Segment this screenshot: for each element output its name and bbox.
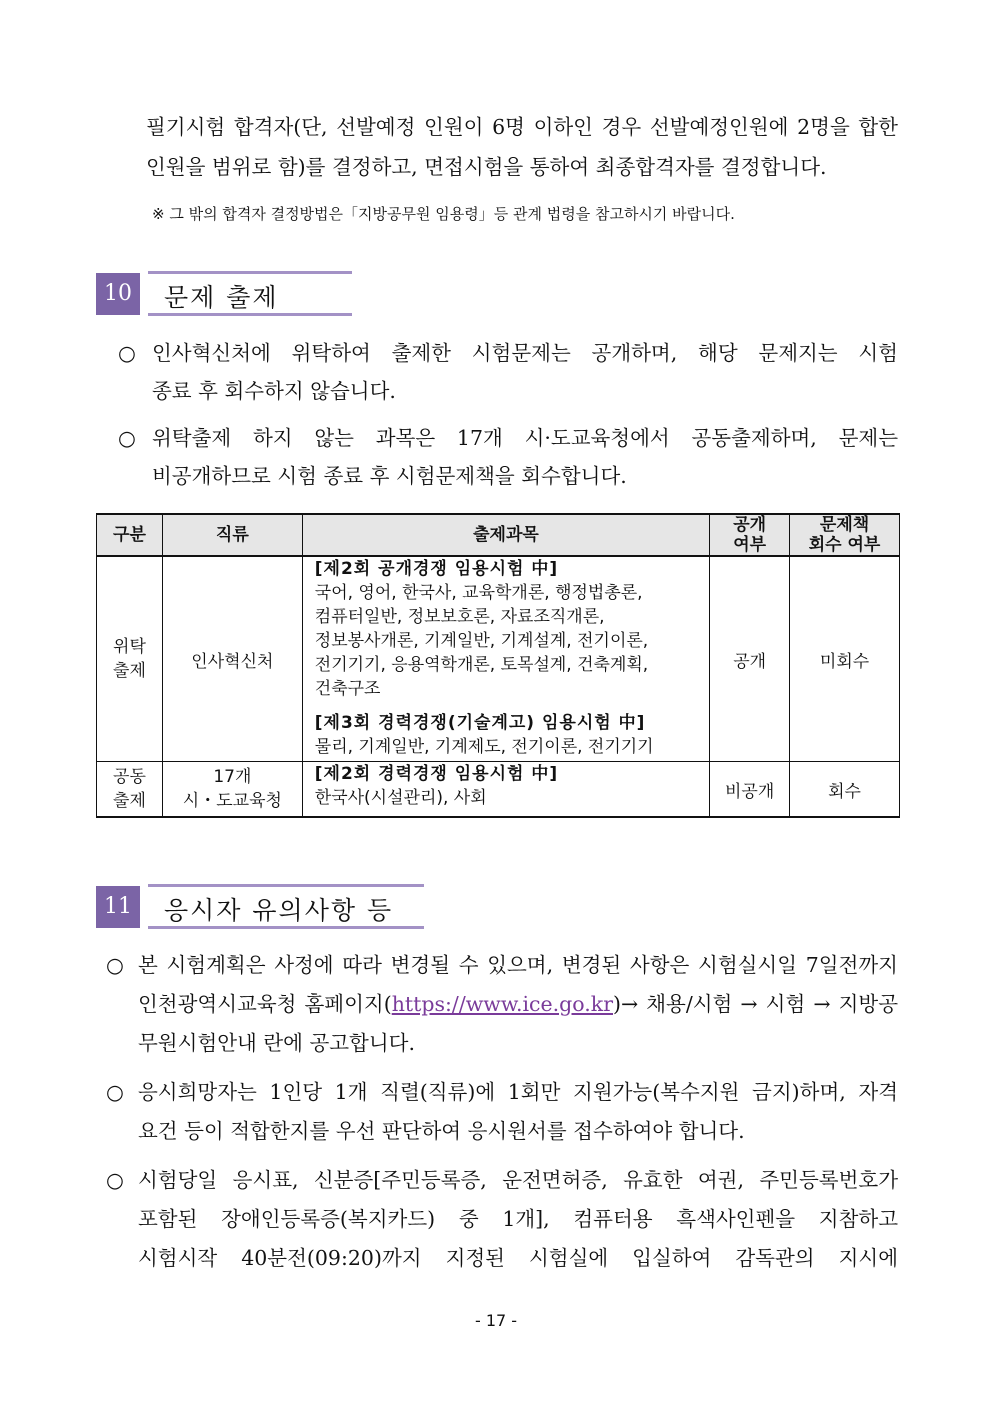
header-job: 직류 xyxy=(162,514,302,556)
section-10-bullet-1-line-1: 인사혁신처에 위탁하여 출제한 시험문제는 공개하며, 해당 문제지는 시험 xyxy=(152,341,898,365)
section-11-title: 응시자 유의사항 등 xyxy=(164,896,394,925)
section-10-bullet-2-mark: ○ xyxy=(118,426,136,450)
row-1-category xyxy=(97,556,163,762)
row-2-group-1-line: 한국사(시설관리), 사회 xyxy=(314,788,487,808)
table-row xyxy=(97,762,900,818)
section-11-number: 11 xyxy=(96,886,140,928)
section-11-bullet-3-line-1: 시험당일 응시표, 신분증[주민등록증, 운전면허증, 유효한 여권, 주민등록번호가 xyxy=(138,1168,898,1192)
section-11-bullet-1-line-3: 무원시험안내 란에 공고합니다. xyxy=(138,1031,415,1055)
header-category: 구분 xyxy=(97,514,163,556)
row-2-job-2: 시・도교육청 xyxy=(182,791,282,811)
section-10-number: 10 xyxy=(96,273,140,315)
section-11-bullet-2-line-1: 응시희망자는 1인당 1개 직렬(직류)에 1회만 지원가능(복수지원 금지)하며, 자격 xyxy=(138,1080,898,1104)
homepage-link[interactable]: https://www.ice.go.kr xyxy=(391,992,613,1016)
section-11-bottom-line xyxy=(148,926,424,929)
page-number: - 17 - xyxy=(474,1311,518,1330)
row-1-group-1-line: 정보봉사개론, 기계일반, 기계설계, 전기이론, xyxy=(314,631,649,651)
row-2-collect: 회수 xyxy=(790,762,900,818)
section-11-bullet-1-line-2 xyxy=(138,984,898,1024)
row-1-group-1-title: [제2회 공개경쟁 임용시험 中] xyxy=(314,559,559,579)
row-2-category-2: 출제 xyxy=(113,791,146,811)
section-11-bullet-2-mark: ○ xyxy=(106,1080,124,1104)
section-11-bullet-2-line-2: 요건 등이 적합한지를 우선 판단하여 응시원서를 접수하여야 합니다. xyxy=(138,1119,745,1143)
intro-note: ※ 그 밖의 합격자 결정방법은「지방공무원 임용령」등 관계 법령을 참고하시기 바랍니다. xyxy=(152,205,735,223)
row-2-category xyxy=(97,762,163,818)
section-11-bullet-3-line-2: 포함된 장애인등록증(복지카드) 중 1개], 컴퓨터용 흑색사인펜을 지참하고 xyxy=(138,1207,898,1231)
row-1-group-1-line: 전기기기, 응용역학개론, 토목설계, 건축계획, xyxy=(314,655,649,675)
section-10-bottom-line xyxy=(148,313,352,316)
row-1-group-1-line: 국어, 영어, 한국사, 교육학개론, 행정법총론, xyxy=(314,583,643,603)
header-public-2: 여부 xyxy=(733,535,767,555)
table-row xyxy=(97,556,900,762)
row-1-category-1: 위탁 xyxy=(113,637,146,657)
row-2-public: 비공개 xyxy=(710,762,790,818)
table-header-row xyxy=(97,514,900,556)
row-1-public: 공개 xyxy=(710,556,790,762)
section-11-top-line xyxy=(148,884,424,887)
section-11-bullet-1-line-1: 본 시험계획은 사정에 따라 변경될 수 있으며, 변경된 사항은 시험실시일 7일전까지 xyxy=(138,953,898,977)
section-10-title: 문제 출제 xyxy=(164,283,279,312)
row-2-job xyxy=(162,762,302,818)
section-11-bullet-1-mark: ○ xyxy=(106,953,124,977)
header-collect-1: 문제책 xyxy=(819,515,870,535)
row-1-category-2: 출제 xyxy=(113,661,146,681)
section-10-top-line xyxy=(148,271,352,274)
row-1-collect: 미회수 xyxy=(790,556,900,762)
section-10-bullet-1-mark: ○ xyxy=(118,341,136,365)
exam-subject-table xyxy=(96,513,900,818)
row-2-subjects xyxy=(302,762,709,818)
header-collect xyxy=(790,514,900,556)
row-1-group-1-line: 컴퓨터일반, 정보보호론, 자료조직개론, xyxy=(314,607,605,627)
row-1-group-2-line: 물리, 기계일반, 기계제도, 전기이론, 전기기기 xyxy=(314,737,654,757)
row-2-category-1: 공동 xyxy=(113,767,146,787)
section-11-bullet-3-line-3: 시험시작 40분전(09:20)까지 지정된 시험실에 입실하여 감독관의 지시에 xyxy=(138,1246,898,1270)
section-10-bullet-1-line-2: 종료 후 회수하지 않습니다. xyxy=(152,379,396,403)
section-11-bullet-1-line-2-post: )→ 채용/시험 → 시험 → 지방공 xyxy=(613,992,898,1016)
header-public xyxy=(710,514,790,556)
section-10-bullet-2-line-2: 비공개하므로 시험 종료 후 시험문제책을 회수합니다. xyxy=(152,464,627,488)
intro-line-2: 인원을 범위로 함)를 결정하고, 면접시험을 통하여 최종합격자를 결정합니다. xyxy=(146,155,827,179)
intro-line-1: 필기시험 합격자(단, 선발예정 인원이 6명 이하인 경우 선발예정인원에 2명을 합한 xyxy=(146,115,898,139)
header-collect-2: 회수 여부 xyxy=(808,535,881,555)
row-1-group-1-line: 건축구조 xyxy=(314,679,381,699)
section-10-bullet-2-line-1: 위탁출제 하지 않는 과목은 17개 시·도교육청에서 공동출제하며, 문제는 xyxy=(152,426,898,450)
row-1-subjects xyxy=(302,556,709,762)
row-2-group-1-title: [제2회 경력경쟁 임용시험 中] xyxy=(314,764,559,784)
row-2-job-1: 17개 xyxy=(213,767,252,787)
header-public-1: 공개 xyxy=(733,515,767,535)
row-1-group-2-title: [제3회 경력경쟁(기술계고) 임용시험 中] xyxy=(314,713,646,733)
row-1-job: 인사혁신처 xyxy=(162,556,302,762)
header-subjects: 출제과목 xyxy=(302,514,709,556)
section-11-bullet-3-mark: ○ xyxy=(106,1168,124,1192)
section-11-bullet-1-line-2-pre: 인천광역시교육청 홈페이지( xyxy=(138,992,392,1016)
